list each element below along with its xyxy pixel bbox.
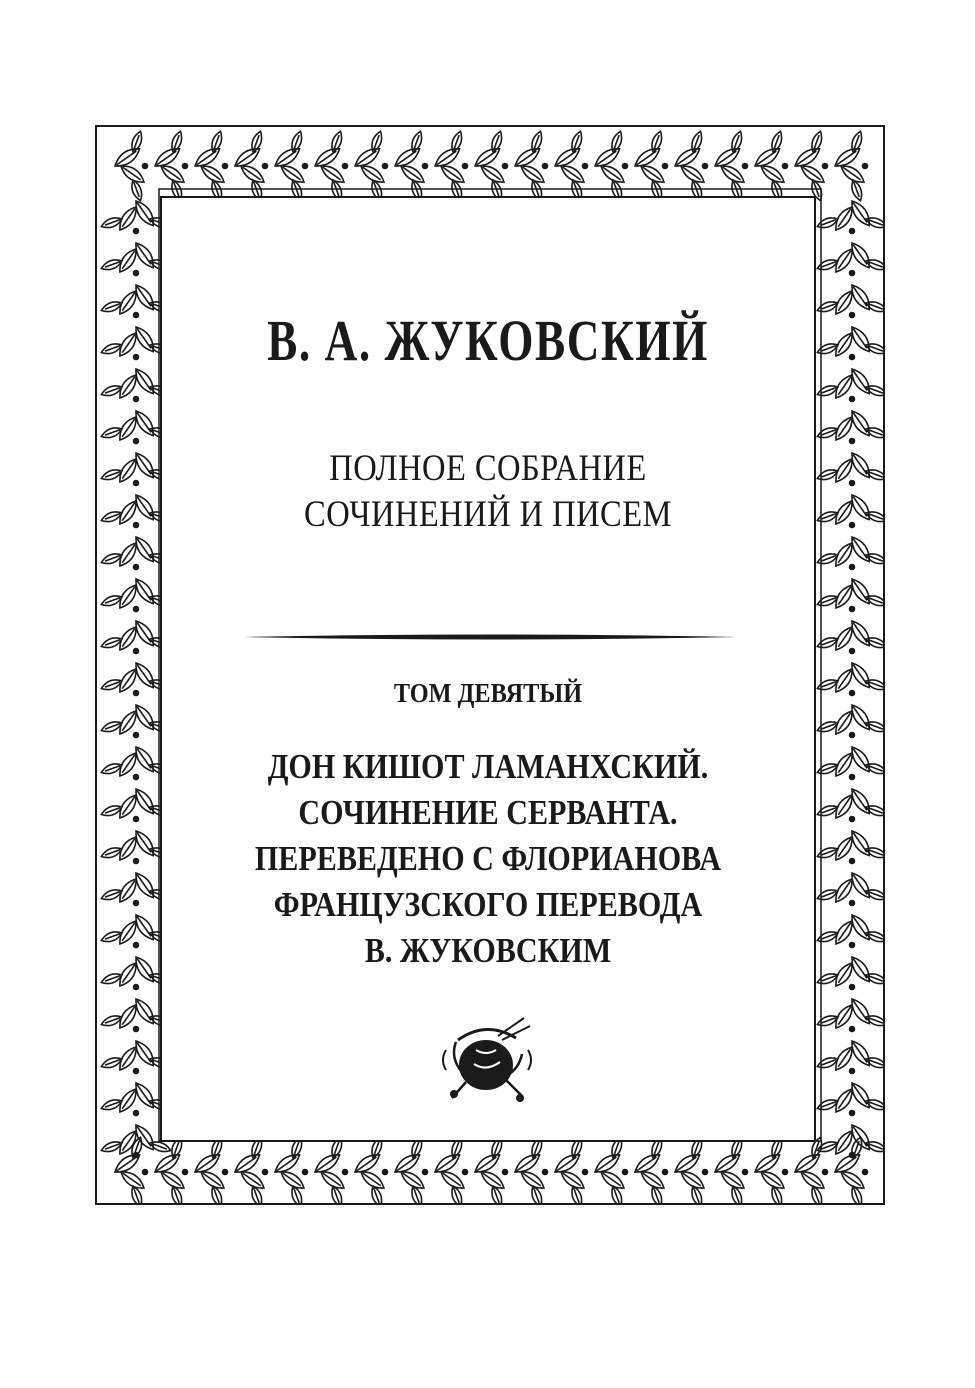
collection-line: СОЧИНЕНИЙ И ПИСЕМ <box>304 494 672 535</box>
collection-line: ПОЛНОЕ СОБРАНИЕ <box>329 448 647 489</box>
collection-title <box>199 446 776 538</box>
work-title-line: В. ЖУКОВСКИМ <box>364 931 612 970</box>
work-title <box>206 744 770 974</box>
work-title-line: ДОН КИШОТ ЛАМАНХСКИЙ. <box>267 747 709 786</box>
divider-rule <box>244 633 738 641</box>
work-title-line: СОЧИНЕНИЕ СЕРВАНТА. <box>298 793 678 832</box>
work-title-line: ФРАНЦУЗСКОГО ПЕРЕВОДА <box>273 885 703 924</box>
author-name: В. А. ЖУКОВСКИЙ <box>267 308 709 373</box>
volume-label: ТОМ ДЕВЯТЫЙ <box>393 678 583 708</box>
work-title-line: ПЕРЕВЕДЕНО С ФЛОРИАНОВА <box>254 839 722 878</box>
lyre-and-snake-vignette-icon <box>436 1010 538 1106</box>
